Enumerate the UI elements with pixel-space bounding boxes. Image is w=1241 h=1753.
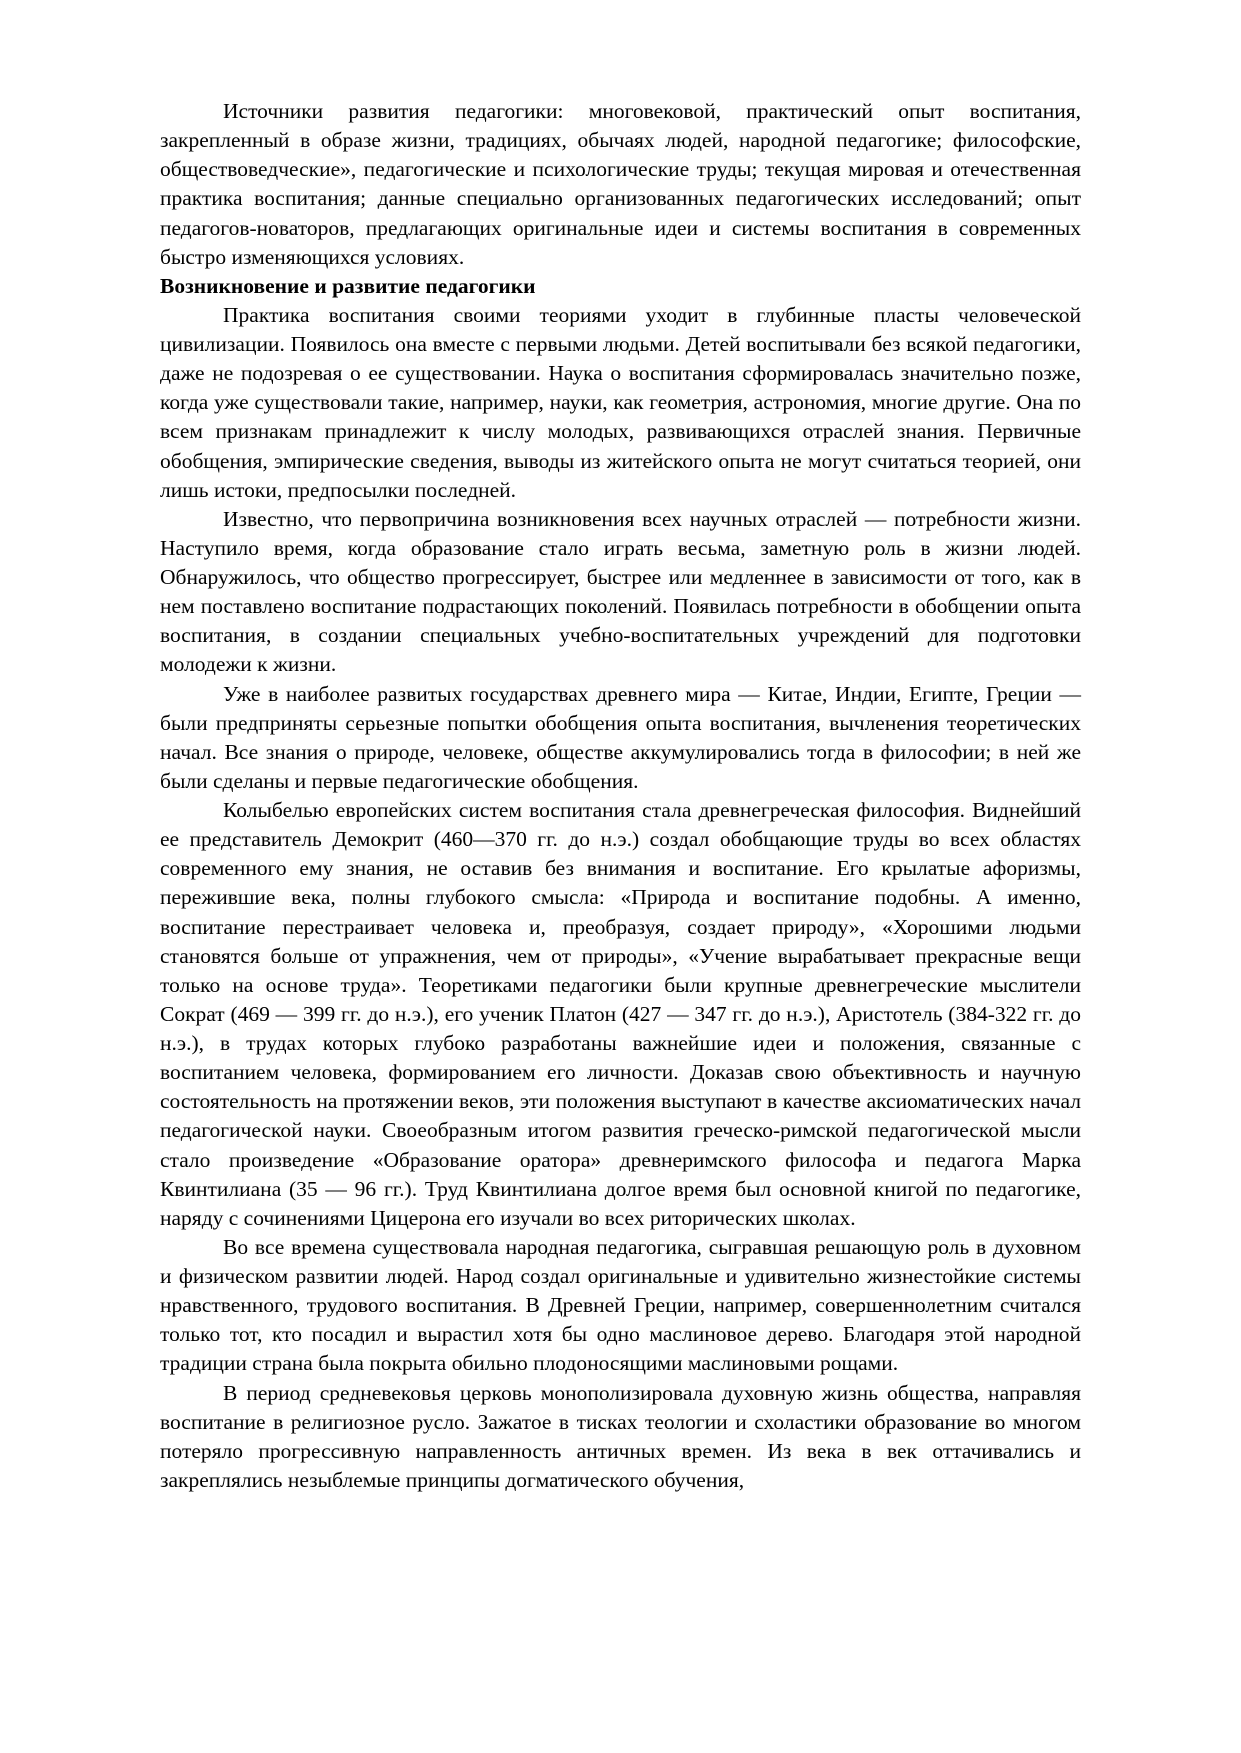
paragraph-ancient-states: Уже в наиболее развитых государствах древнего мира — Китае, Индии, Египте, Греции — были предприняты серьезные попытки обобщения опыта воспитания, вычленения теоретических начал. Все знания о природе, человеке, обществе аккумулировались тогда в философии; в ней же были сделаны и первые педагогические обобщения. [160, 681, 1081, 793]
paragraph-known-cause: Известно, что первопричина возникновения всех научных отраслей — потребности жизни. Наступило время, когда образование стало играть весьма, заметную роль в жизни людей. Обнаружилось, что общество прогрессирует, быстрее или медленнее в зависимости от того, как в нем поставлено воспитание подрастающих поколений. Появилась потребности в обобщении опыта воспитания, в создании специальных учебно-воспитательных учреждений для подготовки молодежи к жизни. [160, 506, 1081, 677]
paragraph-sources: Источники развития педагогики: многовековой, практический опыт воспитания, закрепленный в образе жизни, традициях, обычаях людей, народной педагогике; философские, обществоведческие», педагогические и психологические труды; текущая мировая и отечественная практика воспитания; данные специально организованных педагогических исследований; опыт педагогов-новаторов, предлагающих оригинальные идеи и системы воспитания в современных быстро изменяющихся условиях. [160, 99, 1081, 269]
document-body [160, 97, 1081, 1495]
paragraph-folk-pedagogy: Во все времена существовала народная педагогика, сыгравшая решающую роль в духовном и физическом развитии людей. Народ создал оригинальные и удивительно жизнестойкие системы нравственного, трудового воспитания. В Древней Греции, например, совершеннолетним считался только тот, кто посадил и вырастил хотя бы одно маслиновое дерево. Благодаря этой народной традиции страна была покрыта обильно плодоносящими маслиновыми рощами. [160, 1234, 1081, 1376]
paragraph-greek-philosophy: Колыбелью европейских систем воспитания стала древнегреческая философия. Виднейший ее представитель Демокрит (460—370 гг. до н.э.) создал обобщающие труды во всех областях современного ему знания, не оставив без внимания и воспитание. Его крылатые афоризмы, пережившие века, полны глубокого смысла: «Природа и воспитание подобны. А именно, воспитание перестраивает человека и, преобразуя, создает природу», «Хорошими людьми становятся больше от упражнения, чем от природы», «Учение вырабатывает прекрасные вещи только на основе труда». Теоретиками педагогики были крупные древнегреческие мыслители Сократ (469 — 399 гг. до н.э.), его ученик Платон (427 — 347 гг. до н.э.), Аристотель (384-322 гг. до н.э.), в трудах которых глубоко разработаны важнейшие идеи и положения, связанные с воспитанием человека, формированием его личности. Доказав свою объективность и научную состоятельность на протяжении веков, эти положения выступают в качестве аксиоматических начал педагогической науки. Своеобразным итогом развития греческо-римской педагогической мысли стало произведение «Образование оратора» древнеримского философа и педагога Марка Квинтилиана (35 — 96 гг.). Труд Квинтилиана долгое время был основной книгой по педагогике, наряду с сочинениями Цицерона его изучали во всех риторических школах. [160, 798, 1081, 1230]
heading-origin-development: Возникновение и развитие педагогики [160, 273, 536, 298]
paragraph-middle-ages: В период средневековья церковь монополизировала духовную жизнь общества, направляя воспитание в религиозное русло. Зажатое в тисках теологии и схоластики образование во многом потеряло прогрессивную направленность античных времен. Из века в век оттачивались и закреплялись незыблемые принципы догматического обучения, [160, 1380, 1081, 1492]
paragraph-practice: Практика воспитания своими теориями уходит в глубинные пласты человеческой цивилизации. Появилось она вместе с первыми людьми. Детей воспитывали без всякой педагогики, даже не подозревая о ее существовании. Наука о воспитания сформировалась значительно позже, когда уже существовали такие, например, науки, как геометрия, астрономия, многие другие. Она по всем признакам принадлежит к числу молодых, развивающихся отраслей знания. Первичные обобщения, эмпирические сведения, выводы из житейского опыта не могут считаться теорией, они лишь истоки, предпосылки последней. [160, 302, 1081, 502]
